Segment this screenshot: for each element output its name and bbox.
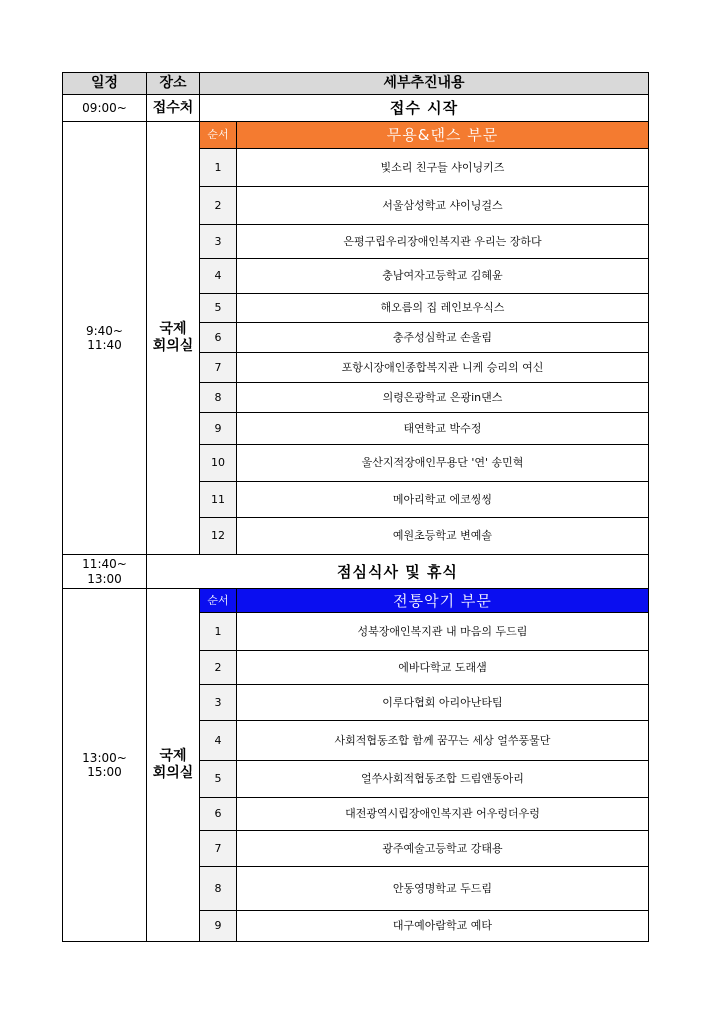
session1-time-end: 11:40 xyxy=(87,338,122,352)
item-name: 예원초등학교 변예솔 xyxy=(237,518,649,555)
session1-place xyxy=(147,122,200,555)
item-name: 서울삼성학교 샤이닝걸스 xyxy=(237,187,649,225)
session2-order-label: 순서 xyxy=(200,589,237,613)
item-name: 대구예아람학교 예타 xyxy=(237,911,649,942)
registration-place: 접수처 xyxy=(147,95,200,122)
item-number: 6 xyxy=(200,798,237,831)
item-name: 은평구립우리장애인복지관 우리는 장하다 xyxy=(237,225,649,259)
item-number: 8 xyxy=(200,383,237,413)
lunch-row xyxy=(63,555,649,589)
item-number: 1 xyxy=(200,149,237,187)
item-number: 10 xyxy=(200,445,237,482)
item-number: 2 xyxy=(200,651,237,685)
item-number: 5 xyxy=(200,294,237,323)
registration-row xyxy=(63,95,649,122)
item-number: 5 xyxy=(200,761,237,798)
registration-time: 09:00~ xyxy=(63,95,147,122)
lunch-time xyxy=(63,555,147,589)
item-number: 1 xyxy=(200,613,237,651)
item-number: 12 xyxy=(200,518,237,555)
session1-section-title: 무용&댄스 부문 xyxy=(237,122,649,149)
lunch-time-start: 11:40~ xyxy=(82,557,127,572)
session1-title-row xyxy=(63,122,649,149)
item-name: 메아리학교 에코씽씽 xyxy=(237,482,649,518)
item-number: 8 xyxy=(200,867,237,911)
session2-place-line1: 국제 xyxy=(159,748,187,765)
item-name: 빛소리 친구들 샤이닝키즈 xyxy=(237,149,649,187)
item-name: 사회적협동조합 함께 꿈꾸는 세상 얼쑤풍물단 xyxy=(237,721,649,761)
lunch-time-end: 13:00 xyxy=(87,571,122,586)
item-name: 이루다협회 아리아난타팀 xyxy=(237,685,649,721)
item-name: 태연학교 박수정 xyxy=(237,413,649,445)
item-number: 3 xyxy=(200,685,237,721)
item-number: 3 xyxy=(200,225,237,259)
session2-place-line2: 회의실 xyxy=(152,765,194,781)
header-detail: 세부추진내용 xyxy=(200,73,649,95)
session2-place xyxy=(147,589,200,942)
item-number: 6 xyxy=(200,323,237,353)
header-place: 장소 xyxy=(147,73,200,95)
session2-section-title: 전통악기 부문 xyxy=(237,589,649,613)
item-number: 4 xyxy=(200,721,237,761)
schedule-table xyxy=(62,72,649,942)
item-name: 성북장애인복지관 내 마음의 두드림 xyxy=(237,613,649,651)
item-name: 안동영명학교 두드림 xyxy=(237,867,649,911)
item-number: 2 xyxy=(200,187,237,225)
session1-order-label: 순서 xyxy=(200,122,237,149)
item-name: 울산지적장애인무용단 '연' 송민혁 xyxy=(237,445,649,482)
item-number: 9 xyxy=(200,911,237,942)
item-number: 9 xyxy=(200,413,237,445)
header-date: 일정 xyxy=(63,73,147,95)
header-row xyxy=(63,73,649,95)
session2-time-start: 13:00~ xyxy=(82,750,127,765)
session1-time-start: 9:40~ xyxy=(85,323,123,338)
schedule-body xyxy=(63,73,649,942)
item-number: 7 xyxy=(200,831,237,867)
registration-content: 접수 시작 xyxy=(200,95,649,122)
item-name: 충주성심학교 손울림 xyxy=(237,323,649,353)
item-name: 충남여자고등학교 김혜윤 xyxy=(237,259,649,294)
item-number: 7 xyxy=(200,353,237,383)
item-name: 포항시장애인종합복지관 니케 승리의 여신 xyxy=(237,353,649,383)
lunch-content: 점심식사 및 휴식 xyxy=(147,555,649,589)
session2-time-end: 15:00 xyxy=(87,765,122,779)
item-name: 광주예술고등학교 강태용 xyxy=(237,831,649,867)
session1-place-line1: 국제 xyxy=(159,321,187,338)
session1-time xyxy=(63,122,147,555)
item-name: 해오름의 집 레인보우식스 xyxy=(237,294,649,323)
item-number: 4 xyxy=(200,259,237,294)
session1-place-line2: 회의실 xyxy=(152,338,194,354)
item-name: 의령은광학교 은광in댄스 xyxy=(237,383,649,413)
item-name: 얼쑤사회적협동조합 드림앤동아리 xyxy=(237,761,649,798)
session2-time xyxy=(63,589,147,942)
item-number: 11 xyxy=(200,482,237,518)
session2-title-row xyxy=(63,589,649,613)
item-name: 에바다학교 도래샘 xyxy=(237,651,649,685)
item-name: 대전광역시립장애인복지관 어우렁더우렁 xyxy=(237,798,649,831)
